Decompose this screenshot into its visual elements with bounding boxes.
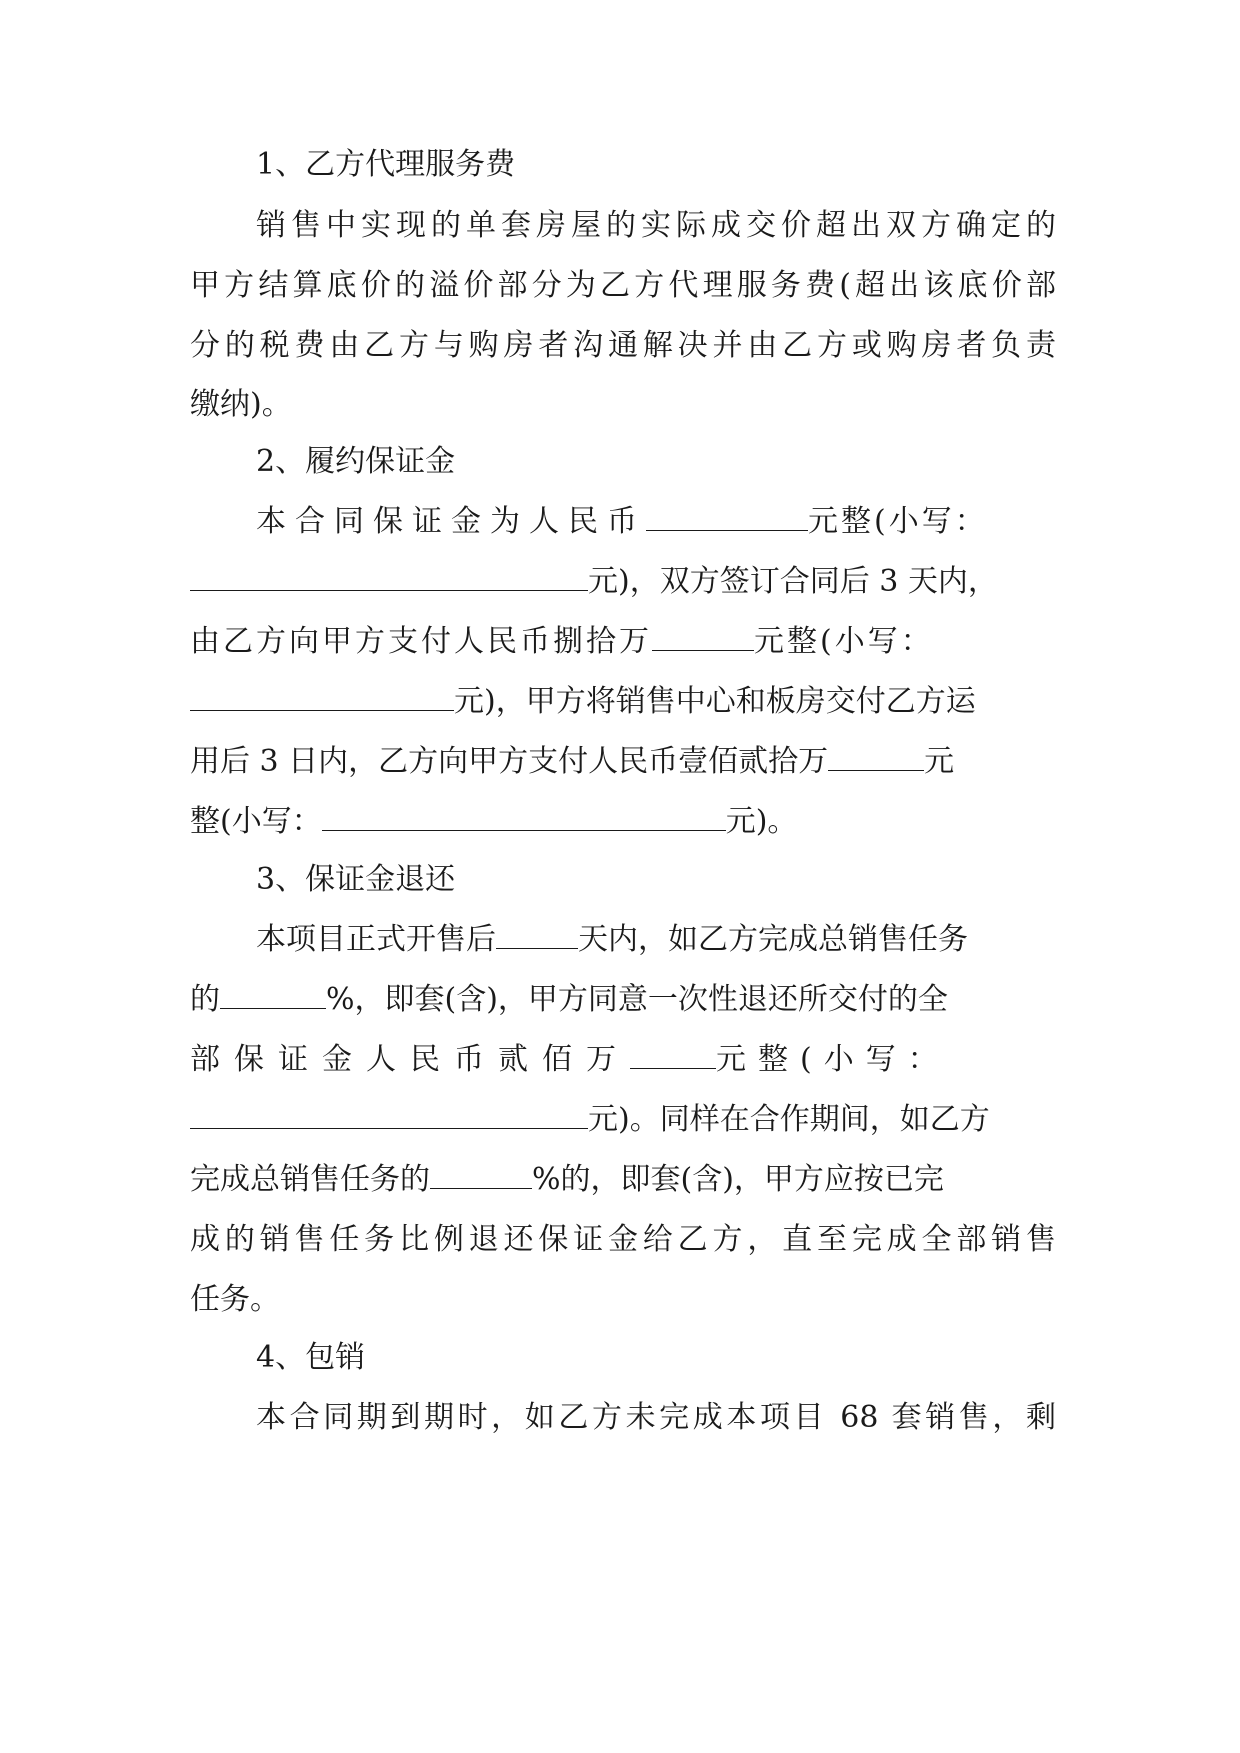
section-heading-2: 2、履约保证金 (256, 444, 456, 479)
fill-in-blank[interactable] (190, 684, 454, 711)
paragraph-line (256, 502, 1056, 542)
fill-in-blank[interactable] (430, 1162, 532, 1189)
paragraph-line: 销售中实现的单套房屋的实际成交价超出双方确定的 (256, 208, 1056, 243)
text-segment: 元整(小写： (808, 504, 988, 539)
text-segment: 由乙方向甲方支付人民币捌拾万 (190, 624, 652, 659)
text-segment: 天内，如乙方完成总销售任务 (578, 922, 968, 957)
text-segment: 完成总销售任务的 (190, 1162, 430, 1197)
fill-in-blank[interactable] (646, 504, 808, 531)
text-segment: 的 (190, 982, 220, 1017)
paragraph-line (190, 562, 1056, 602)
fill-in-blank[interactable] (652, 624, 754, 651)
paragraph-line (190, 682, 1056, 722)
fill-in-blank[interactable] (496, 922, 578, 949)
fill-in-blank[interactable] (630, 1042, 716, 1069)
text-segment: %，即套(含)，甲方同意一次性退还所交付的全 (326, 982, 948, 1017)
paragraph-line: 任务。 (190, 1282, 280, 1317)
paragraph-line: 缴纳)。 (190, 387, 292, 422)
paragraph-line: 分的税费由乙方与购房者沟通解决并由乙方或购房者负责 (190, 328, 1056, 363)
fill-in-blank[interactable] (322, 804, 726, 831)
fill-in-blank[interactable] (828, 744, 924, 771)
section-heading-1: 1、乙方代理服务费 (256, 147, 516, 182)
paragraph-line (190, 1160, 1056, 1200)
paragraph-line: 成的销售任务比例退还保证金给乙方，直至完成全部销售 (190, 1222, 1056, 1257)
paragraph-line: 甲方结算底价的溢价部分为乙方代理服务费(超出该底价部 (190, 268, 1056, 303)
paragraph-line: 本合同期到期时，如乙方未完成本项目 68 套销售，剩 (256, 1400, 1056, 1435)
paragraph-line (256, 920, 1056, 960)
text-segment: 元整(小写： (754, 624, 934, 659)
paragraph-line (190, 1100, 1056, 1140)
section-heading-3: 3、保证金退还 (256, 862, 456, 897)
text-segment: %的，即套(含)，甲方应按已完 (532, 1162, 944, 1197)
paragraph-line (190, 980, 1056, 1020)
text-segment: 本合同保证金为人民币 (256, 504, 646, 539)
text-segment: 元)，甲方将销售中心和板房交付乙方运 (454, 684, 976, 719)
fill-in-blank[interactable] (190, 1102, 588, 1129)
paragraph-line (190, 1040, 1056, 1080)
text-segment: 元)。 (725, 804, 798, 839)
text-segment: 元 (924, 744, 955, 779)
text-segment: 本项目正式开售后 (256, 922, 496, 957)
text-segment: 整(小写： (190, 804, 322, 839)
paragraph-line (190, 802, 1056, 842)
paragraph-line (190, 742, 1056, 782)
text-segment: 部保证金人民币贰佰万 (190, 1042, 630, 1077)
text-segment: 用后 3 日内，乙方向甲方支付人民币壹佰贰拾万 (190, 744, 829, 779)
fill-in-blank[interactable] (220, 982, 326, 1009)
paragraph-line (190, 622, 1056, 662)
text-segment: 元)，双方签订合同后 3 天内， (588, 564, 998, 599)
text-segment: 元整(小写： (716, 1042, 950, 1077)
fill-in-blank[interactable] (190, 564, 588, 591)
text-segment: 元)。同样在合作期间，如乙方 (588, 1102, 990, 1137)
section-heading-4: 4、包销 (256, 1340, 366, 1375)
